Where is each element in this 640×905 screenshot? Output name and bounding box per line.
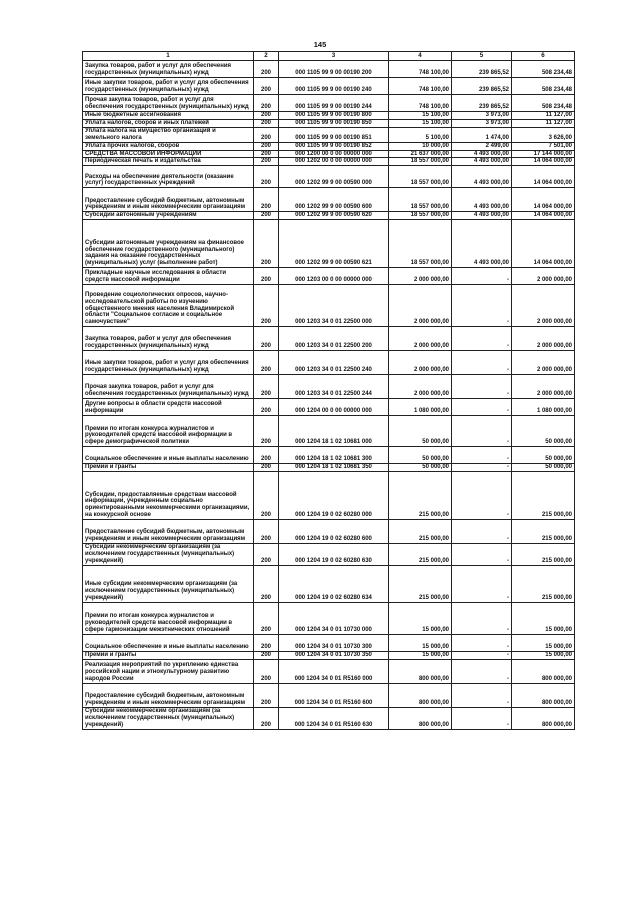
row-budget-code: 000 1204 34 0 01 R5160 630: [279, 707, 389, 729]
row-name: Премии по итогам конкурса журналистов и руководителей средств массовой информации в сфере демографической политики: [83, 416, 254, 447]
row-value-col6: 508 234,48: [512, 95, 575, 112]
row-name: Проведение социологических опросов, научно-исследовательской работы по изучению общественного мнения населения Владимирской области "Социальное согласие и социальное самочувствие": [83, 285, 254, 327]
row-value-col4: 21 637 000,00: [389, 150, 452, 158]
row-value-col4: 18 557 000,00: [389, 158, 452, 166]
row-budget-code: 000 1202 99 9 00 00590 621: [279, 220, 389, 268]
row-value-col5: -: [452, 375, 512, 399]
table-row: [83, 707, 575, 729]
column-header-5: 5: [452, 52, 512, 61]
row-value-col6: 15 000,00: [512, 651, 575, 659]
row-name: Премии и гранты: [83, 464, 254, 472]
row-value-col6: 50 000,00: [512, 416, 575, 447]
row-budget-code: 000 1203 34 0 01 22500 244: [279, 375, 389, 399]
row-value-col4: 215 000,00: [389, 472, 452, 520]
row-name: Субсидии автономным учреждениям на финансовое обеспечение государственного (муниципального) задания на оказание государственных (муниципальных) услуг (выполнение работ): [83, 220, 254, 268]
row-value-col5: 4 493 000,00: [452, 188, 512, 212]
table-row: [83, 416, 575, 447]
row-budget-code: 000 1203 00 0 00 00000 000: [279, 268, 389, 285]
row-value-col5: -: [452, 565, 512, 602]
row-value-col6: 800 000,00: [512, 659, 575, 683]
row-budget-code: 000 1204 00 0 00 00000 000: [279, 399, 389, 416]
row-code: 200: [254, 150, 279, 158]
row-code: 200: [254, 472, 279, 520]
row-code: 200: [254, 119, 279, 127]
row-code: 200: [254, 212, 279, 220]
row-value-col6: 215 000,00: [512, 520, 575, 544]
row-name: Иные субсидии некоммерческим организациям (за исключением государственных (муниципальных) учреждений): [83, 565, 254, 602]
row-budget-code: 000 1204 18 1 02 10681 000: [279, 416, 389, 447]
row-value-col6: 3 626,00: [512, 127, 575, 142]
row-code: 200: [254, 464, 279, 472]
row-code: 200: [254, 285, 279, 327]
row-value-col4: 50 000,00: [389, 416, 452, 447]
row-value-col4: 215 000,00: [389, 565, 452, 602]
row-value-col4: 10 000,00: [389, 142, 452, 150]
row-name: Иные закупки товаров, работ и услуг для обеспечения государственных (муниципальных) нужд: [83, 78, 254, 95]
table-row: [83, 327, 575, 351]
row-code: 200: [254, 188, 279, 212]
row-budget-code: 000 1202 99 9 00 00590 000: [279, 166, 389, 188]
table-row: [83, 220, 575, 268]
row-budget-code: 000 1105 99 9 00 00190 851: [279, 127, 389, 142]
row-name: Иные бюджетные ассигнования: [83, 112, 254, 120]
table-row: [83, 634, 575, 651]
row-name: Предоставление субсидий бюджетным, автономным учреждениям и иным некоммерческим организациям: [83, 520, 254, 544]
row-value-col5: -: [452, 268, 512, 285]
row-code: 200: [254, 268, 279, 285]
row-name: Периодическая печать и издательства: [83, 158, 254, 166]
row-value-col6: 215 000,00: [512, 472, 575, 520]
row-code: 200: [254, 659, 279, 683]
row-budget-code: 000 1204 34 0 01 10730 350: [279, 651, 389, 659]
row-value-col5: -: [452, 464, 512, 472]
row-code: 200: [254, 544, 279, 566]
table-row: [83, 268, 575, 285]
row-name: Расходы на обеспечение деятельности (оказание услуг) государственных учреждений: [83, 166, 254, 188]
row-value-col6: 2 000 000,00: [512, 375, 575, 399]
row-name: Иные закупки товаров, работ и услуг для обеспечения государственных (муниципальных) нужд: [83, 351, 254, 375]
table-row: [83, 565, 575, 602]
row-value-col4: 748 100,00: [389, 61, 452, 78]
row-value-col6: 14 064 000,00: [512, 188, 575, 212]
table-row: [83, 472, 575, 520]
row-value-col5: 3 973,00: [452, 119, 512, 127]
row-budget-code: 000 1204 34 0 01 R5160 000: [279, 659, 389, 683]
table-row: [83, 212, 575, 220]
row-code: 200: [254, 142, 279, 150]
row-budget-code: 000 1203 34 0 01 22500 240: [279, 351, 389, 375]
row-code: 200: [254, 327, 279, 351]
budget-table: [82, 51, 575, 730]
row-value-col6: 1 080 000,00: [512, 399, 575, 416]
table-row: [83, 520, 575, 544]
row-value-col6: 14 064 000,00: [512, 212, 575, 220]
row-budget-code: 000 1204 34 0 01 10730 300: [279, 634, 389, 651]
table-row: [83, 544, 575, 566]
table-row: [83, 166, 575, 188]
row-value-col5: -: [452, 351, 512, 375]
column-header-2: 2: [254, 52, 279, 61]
column-header-4: 4: [389, 52, 452, 61]
row-value-col4: 800 000,00: [389, 707, 452, 729]
row-value-col4: 215 000,00: [389, 520, 452, 544]
row-value-col4: 2 000 000,00: [389, 375, 452, 399]
column-header-1: 1: [83, 52, 254, 61]
row-value-col4: 2 000 000,00: [389, 268, 452, 285]
row-value-col6: 7 501,00: [512, 142, 575, 150]
row-code: 200: [254, 707, 279, 729]
row-name: Субсидии, предоставляемые средствам массовой информации, учрежденным социально ориентированными некоммерческими организациями, на конкурсной основе: [83, 472, 254, 520]
row-value-col5: 3 973,00: [452, 112, 512, 120]
table-row: [83, 112, 575, 120]
row-name: Предоставление субсидий бюджетным, автономным учреждениям и иным некоммерческим организациям: [83, 188, 254, 212]
row-name: Субсидии автономным учреждениям: [83, 212, 254, 220]
table-row: [83, 127, 575, 142]
row-budget-code: 000 1202 99 9 00 00590 600: [279, 188, 389, 212]
row-name: Уплата прочих налогов, сборов: [83, 142, 254, 150]
table-row: [83, 188, 575, 212]
row-value-col4: 800 000,00: [389, 659, 452, 683]
table-row: [83, 659, 575, 683]
row-code: 200: [254, 683, 279, 707]
row-value-col5: -: [452, 659, 512, 683]
row-budget-code: 000 1203 34 0 01 22500 200: [279, 327, 389, 351]
row-value-col4: 15 000,00: [389, 634, 452, 651]
row-value-col4: 18 557 000,00: [389, 220, 452, 268]
row-value-col4: 1 080 000,00: [389, 399, 452, 416]
row-value-col4: 15 000,00: [389, 651, 452, 659]
row-value-col6: 800 000,00: [512, 683, 575, 707]
row-value-col6: 2 000 000,00: [512, 351, 575, 375]
row-value-col4: 50 000,00: [389, 464, 452, 472]
row-budget-code: 000 1204 18 1 02 10681 300: [279, 447, 389, 464]
row-value-col6: 14 064 000,00: [512, 158, 575, 166]
table-row: [83, 150, 575, 158]
row-value-col6: 15 000,00: [512, 634, 575, 651]
table-row: [83, 351, 575, 375]
table-header-row: [83, 52, 575, 61]
row-value-col4: 800 000,00: [389, 683, 452, 707]
row-value-col6: 11 127,00: [512, 119, 575, 127]
row-value-col6: 17 144 000,00: [512, 150, 575, 158]
table-row: [83, 119, 575, 127]
row-value-col5: -: [452, 327, 512, 351]
row-code: 200: [254, 61, 279, 78]
row-value-col5: -: [452, 707, 512, 729]
row-code: 200: [254, 127, 279, 142]
row-value-col6: 215 000,00: [512, 544, 575, 566]
row-value-col6: 14 064 000,00: [512, 220, 575, 268]
row-budget-code: 000 1105 99 9 00 00190 800: [279, 112, 389, 120]
row-value-col6: 50 000,00: [512, 447, 575, 464]
row-value-col5: -: [452, 520, 512, 544]
row-budget-code: 000 1204 34 0 01 10730 000: [279, 602, 389, 634]
row-name: Закупка товаров, работ и услуг для обеспечения государственных (муниципальных) нужд: [83, 61, 254, 78]
row-code: 200: [254, 634, 279, 651]
row-value-col6: 50 000,00: [512, 464, 575, 472]
row-value-col6: 800 000,00: [512, 707, 575, 729]
row-budget-code: 000 1105 99 9 00 00190 850: [279, 119, 389, 127]
row-value-col4: 2 000 000,00: [389, 285, 452, 327]
row-name: Прикладные научные исследования в области средств массовой информации: [83, 268, 254, 285]
row-code: 200: [254, 375, 279, 399]
row-value-col5: 239 865,52: [452, 78, 512, 95]
row-name: Уплата налога на имущество организаций и земельного налога: [83, 127, 254, 142]
row-value-col6: 15 000,00: [512, 602, 575, 634]
page-number: 145: [313, 40, 327, 49]
row-name: СРЕДСТВА МАССОВОЙ ИНФОРМАЦИИ: [83, 150, 254, 158]
row-code: 200: [254, 351, 279, 375]
table-row: [83, 285, 575, 327]
row-value-col5: -: [452, 651, 512, 659]
row-value-col5: 4 493 000,00: [452, 212, 512, 220]
column-header-6: 6: [512, 52, 575, 61]
row-name: Прочая закупка товаров, работ и услуг для обеспечения государственных (муниципальных) нужд: [83, 95, 254, 112]
row-budget-code: 000 1200 00 0 00 00000 000: [279, 150, 389, 158]
row-code: 200: [254, 220, 279, 268]
row-budget-code: 000 1204 19 0 02 60280 600: [279, 520, 389, 544]
row-value-col5: -: [452, 544, 512, 566]
row-code: 200: [254, 602, 279, 634]
row-name: Другие вопросы в области средств массовой информации: [83, 399, 254, 416]
row-code: 200: [254, 565, 279, 602]
row-value-col5: 4 493 000,00: [452, 220, 512, 268]
row-name: Субсидии некоммерческим организациям (за исключением государственных (муниципальных) учреждений): [83, 707, 254, 729]
row-code: 200: [254, 78, 279, 95]
row-value-col4: 18 557 000,00: [389, 188, 452, 212]
row-value-col5: -: [452, 416, 512, 447]
row-budget-code: 000 1105 99 9 00 00190 244: [279, 95, 389, 112]
table-row: [83, 95, 575, 112]
row-value-col5: -: [452, 683, 512, 707]
row-value-col5: 4 493 000,00: [452, 158, 512, 166]
row-code: 200: [254, 95, 279, 112]
table-row: [83, 464, 575, 472]
row-budget-code: 000 1204 18 1 02 10681 350: [279, 464, 389, 472]
row-budget-code: 000 1204 19 0 02 60280 634: [279, 565, 389, 602]
row-name: Реализация мероприятий по укреплению единства российской нации и этнокультурному развитию народов России: [83, 659, 254, 683]
row-value-col5: -: [452, 399, 512, 416]
row-code: 200: [254, 447, 279, 464]
row-budget-code: 000 1105 99 9 00 00190 200: [279, 61, 389, 78]
table-row: [83, 78, 575, 95]
table-row: [83, 399, 575, 416]
row-budget-code: 000 1204 19 0 02 60280 000: [279, 472, 389, 520]
row-budget-code: 000 1202 99 9 00 00590 620: [279, 212, 389, 220]
row-value-col4: 2 000 000,00: [389, 327, 452, 351]
row-value-col4: 18 557 000,00: [389, 212, 452, 220]
row-value-col6: 11 127,00: [512, 112, 575, 120]
row-value-col5: 4 493 000,00: [452, 150, 512, 158]
row-value-col4: 748 100,00: [389, 78, 452, 95]
row-code: 200: [254, 166, 279, 188]
row-code: 200: [254, 651, 279, 659]
row-value-col4: 2 000 000,00: [389, 351, 452, 375]
row-value-col5: 1 474,00: [452, 127, 512, 142]
table-row: [83, 61, 575, 78]
row-value-col4: 15 100,00: [389, 119, 452, 127]
row-value-col4: 215 000,00: [389, 544, 452, 566]
row-name: Субсидии некоммерческим организациям (за исключением государственных (муниципальных) учреждений): [83, 544, 254, 566]
row-value-col5: 4 493 000,00: [452, 166, 512, 188]
row-name: Уплата налогов, сборов и иных платежей: [83, 119, 254, 127]
row-value-col5: -: [452, 602, 512, 634]
row-name: Премии по итогам конкурса журналистов и руководителей средств массовой информации в сфере гармонизации межэтнических отношений: [83, 602, 254, 634]
row-value-col5: 239 865,52: [452, 95, 512, 112]
row-code: 200: [254, 520, 279, 544]
row-budget-code: 000 1203 34 0 01 22500 000: [279, 285, 389, 327]
row-name: Прочая закупка товаров, работ и услуг для обеспечения государственных (муниципальных) нужд: [83, 375, 254, 399]
table-row: [83, 683, 575, 707]
table-row: [83, 602, 575, 634]
row-value-col5: -: [452, 447, 512, 464]
table-row: [83, 142, 575, 150]
row-value-col6: 2 000 000,00: [512, 268, 575, 285]
table-row: [83, 651, 575, 659]
row-name: Премии и гранты: [83, 651, 254, 659]
row-value-col5: 2 499,00: [452, 142, 512, 150]
row-value-col6: 215 000,00: [512, 565, 575, 602]
row-value-col4: 748 100,00: [389, 95, 452, 112]
row-name: Социальное обеспечение и иные выплаты населению: [83, 447, 254, 464]
row-value-col6: 14 064 000,00: [512, 166, 575, 188]
row-budget-code: 000 1105 99 9 00 00190 852: [279, 142, 389, 150]
table-row: [83, 375, 575, 399]
row-value-col4: 50 000,00: [389, 447, 452, 464]
column-header-3: 3: [279, 52, 389, 61]
row-budget-code: 000 1202 00 0 00 00000 000: [279, 158, 389, 166]
row-value-col6: 508 234,48: [512, 61, 575, 78]
row-budget-code: 000 1204 34 0 01 R5160 600: [279, 683, 389, 707]
row-budget-code: 000 1105 99 9 00 00190 240: [279, 78, 389, 95]
row-name: Закупка товаров, работ и услуг для обеспечения государственных (муниципальных) нужд: [83, 327, 254, 351]
row-value-col5: -: [452, 472, 512, 520]
table-row: [83, 447, 575, 464]
row-value-col6: 2 000 000,00: [512, 327, 575, 351]
row-name: Предоставление субсидий бюджетным, автономным учреждениям и иным некоммерческим организациям: [83, 683, 254, 707]
row-value-col4: 5 100,00: [389, 127, 452, 142]
row-value-col4: 15 000,00: [389, 602, 452, 634]
row-value-col6: 2 000 000,00: [512, 285, 575, 327]
row-code: 200: [254, 399, 279, 416]
row-value-col5: 239 865,52: [452, 61, 512, 78]
row-value-col6: 508 234,48: [512, 78, 575, 95]
row-value-col5: -: [452, 285, 512, 327]
row-budget-code: 000 1204 19 0 02 60280 630: [279, 544, 389, 566]
row-value-col4: 18 557 000,00: [389, 166, 452, 188]
row-value-col4: 15 100,00: [389, 112, 452, 120]
table-row: [83, 158, 575, 166]
row-value-col5: -: [452, 634, 512, 651]
row-code: 200: [254, 416, 279, 447]
row-code: 200: [254, 158, 279, 166]
row-name: Социальное обеспечение и иные выплаты населению: [83, 634, 254, 651]
row-code: 200: [254, 112, 279, 120]
